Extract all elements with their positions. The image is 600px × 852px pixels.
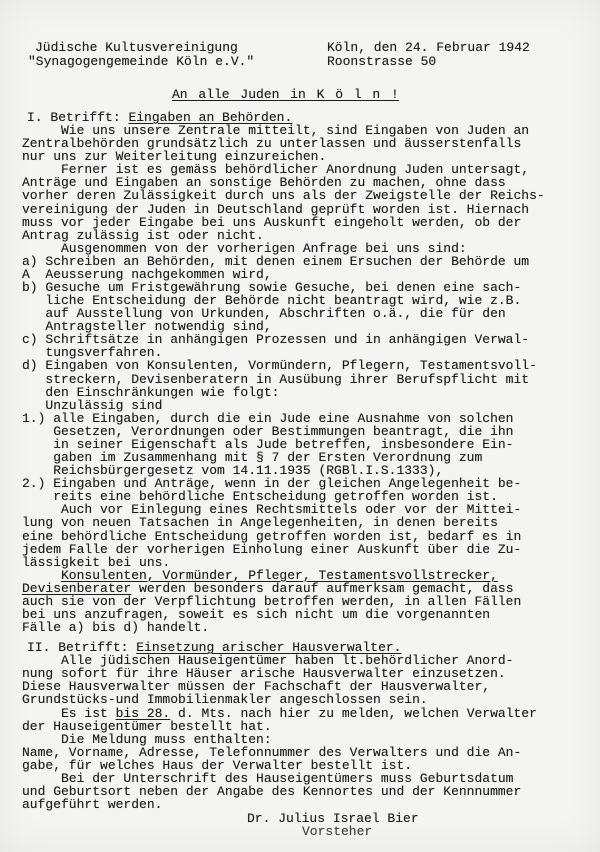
body-line: Anträge und Eingaben an sonstige Behörden zu machen, ohne dass (22, 175, 506, 191)
section-1-label: I. Betrifft: (27, 110, 121, 125)
body-line-text: Aeusserung nachgekommen wird, (45, 266, 272, 282)
letter-place-date: Köln, den 24. Februar 1942 (327, 40, 530, 55)
body-line: liche Entscheidung der Behörde nicht beantragt wird, wie z.B. (45, 293, 522, 309)
body-line: Gesetzen, Verordnungen oder Bestimmungen beantragt, die ihn (53, 423, 514, 439)
body-line: den Einschränkungen wie folgt: (45, 384, 280, 400)
list-item-a: a) Schreiben an Behörden, mit denen einem Ersuchen der Behörde um (22, 253, 530, 269)
notice-text: werden besonders darauf aufmerksam gemacht, dass (139, 580, 514, 596)
letter-body (22, 111, 582, 838)
body-line: lung von neuen Tatsachen in Angelegenheiten, in denen bereits (22, 515, 498, 531)
body-line: muss vor jeder Eingabe bei uns Auskunft eingeholt werden, ob der (22, 214, 522, 230)
body-line: auch sie von der Verpflichtung betroffen werden, in allen Fällen (22, 593, 522, 609)
body-line: gaben im Zusammenhang mit § 7 der Ersten Verordnung zum (53, 450, 483, 466)
list-item-c: c) Schriftsätze in anhängigen Prozessen und in anhängigen Verwal- (22, 332, 530, 348)
body-line: Antragsteller notwendig sind, (45, 319, 272, 335)
deadline-date: bis 28. (115, 705, 171, 721)
letter-address: Roonstrasse 50 (327, 54, 437, 69)
margin-mark: A (22, 266, 30, 282)
list-item-d: d) Eingaben von Konsulenten, Vormündern, Pflegern, Testamentsvoll- (22, 358, 537, 374)
body-line: Fälle a) bis d) handelt. (22, 620, 210, 636)
body-line: Grundstücks-und Immobilienmakler angeschlossen sein. (22, 692, 428, 708)
body-line: aufgeführt werden. (22, 797, 163, 813)
body-line: Zentralbehörden grundsätzlich zu unterlassen und äusserstenfalls (22, 136, 522, 152)
body-line: nung sofort für ihre Häuser arische Hausverwalter einzusetzen. (22, 666, 506, 682)
body-line: Alle jüdischen Hauseigentümer haben lt.behördlicher Anord- (61, 653, 514, 669)
body-line: bei uns anzufragen, soweit es sich nicht um die vorgenannten (22, 606, 491, 622)
body-line: der Hauseigentümer bestellt hat. (22, 718, 272, 734)
body-line: lässigkeit bei uns. (22, 554, 171, 570)
list-item-2: 2.) Eingaben und Anträge, wenn in der gleichen Angelegenheit be- (22, 476, 522, 492)
body-line: vorher deren Zulässigkeit durch uns als der Zweigstelle der Reichs- (22, 188, 545, 204)
body-line: gabe, für welches Haus der Verwalter bestellt ist. (22, 757, 413, 773)
body-line: jedem Falle der vorherigen Einholung einer Auskunft über die Zu- (22, 541, 522, 557)
deadline-line (22, 707, 582, 720)
section-2-subject: Einsetzung arischer Hausverwalter. (136, 640, 402, 656)
section-2-label: II. Betrifft: (27, 640, 129, 656)
notice-underlined-text: Konsulenten, Vormünder, Pfleger, Testamentsvollstrecker, (61, 567, 498, 583)
notice-line (22, 582, 582, 595)
body-line: tungsverfahren. (45, 345, 163, 361)
deadline-prefix: Es ist (61, 705, 108, 721)
body-line: Auch vor Einlegung eines Rechtsmittels oder vor der Mittei- (61, 502, 522, 518)
section-1-subject: Eingaben an Behörden. (128, 110, 293, 125)
body-line: Ausgenommen von der vorherigen Anfrage bei uns sind: (61, 240, 467, 256)
body-line: Reichsbürgergesetz vom 14.11.1935 (RGBl.I.S.1333), (53, 463, 444, 479)
body-line: nur uns zur Weiterleitung einzureichen. (22, 149, 327, 165)
notice-title: An alle Juden in K ö l n ! (172, 87, 399, 102)
letterhead-organization: Jüdische Kultusvereinigung (35, 40, 238, 55)
signature-title: Vorsteher (302, 824, 373, 840)
body-line: Wie uns unsere Zentrale mitteilt, sind Eingaben von Juden an (61, 123, 530, 139)
body-line: Antrag zulässig ist oder nicht. (22, 227, 264, 243)
body-line: auf Ausstellung von Urkunden, Abschriften o.ä., die für den (45, 306, 506, 322)
body-line: eine behördliche Entscheidung getroffen worden ist, bedarf es in (22, 528, 522, 544)
body-line: Ferner ist es gemäss behördlicher Anordnung Juden untersagt, (61, 162, 530, 178)
body-line: Diese Hausverwalter müssen der Fachschaft der Hausverwalter, (22, 679, 491, 695)
body-line: vereinigung der Juden in Deutschland geprüft worden ist. Hiernach (22, 201, 530, 217)
body-line: reits eine behördliche Entscheidung getroffen worden ist. (53, 489, 498, 505)
list-item-b: b) Gesuche um Fristgewährung sowie Gesuche, bei denen eine sach- (22, 280, 522, 296)
body-line: Bei der Unterschrift des Hauseigentümers muss Geburtsdatum (61, 770, 514, 786)
body-line: Die Meldung muss enthalten: (61, 731, 272, 747)
body-line: Unzulässig sind (45, 397, 163, 413)
list-item-1: 1.) alle Eingaben, durch die ein Jude eine Ausnahme von solchen (22, 410, 514, 426)
deadline-rest: d. Mts. nach hier zu melden, welchen Verwalter (178, 705, 537, 721)
notice-underlined-text: Devisenberater (22, 580, 132, 596)
body-line: streckern, Devisenberatern in Ausübung ihrer Berufspflicht mit (45, 371, 530, 387)
body-line: und Geburtsort neben der Angabe des Kennortes und der Kennnummer (22, 783, 522, 799)
body-line: in seiner Eigenschaft als Jude betreffen, insbesondere Ein- (53, 436, 514, 452)
body-line: Name, Vorname, Adresse, Telefonnummer des Verwalters und die An- (22, 744, 522, 760)
letterhead-community: "Synagogengemeinde Köln e.V." (28, 54, 255, 69)
signature-name: Dr. Julius Israel Bier (247, 811, 419, 827)
